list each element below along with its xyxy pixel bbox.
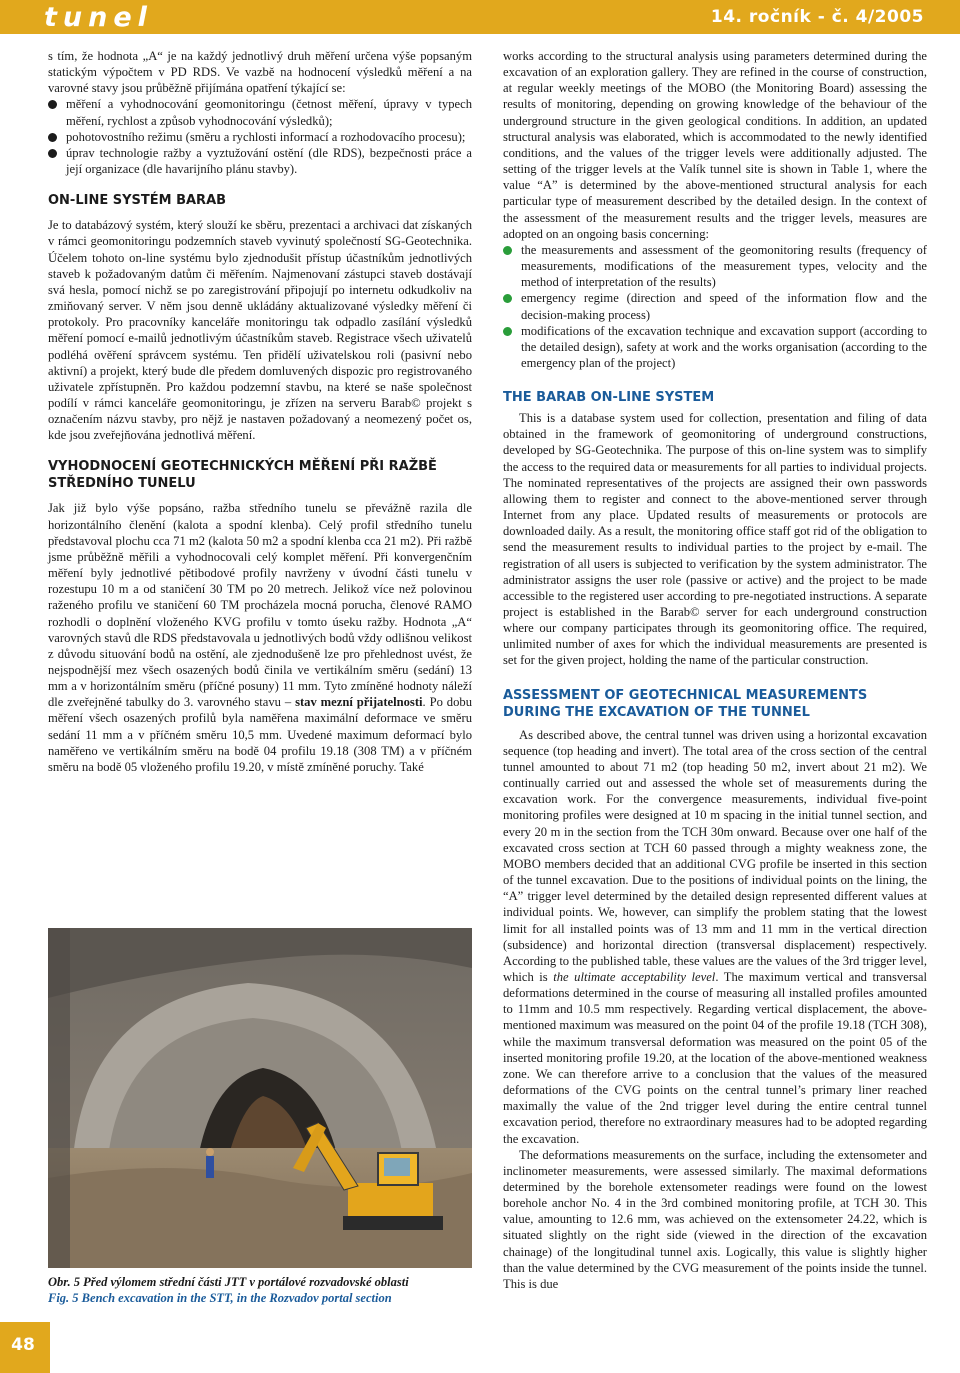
right-paragraph-intro: works according to the structural analysis using parameters determined during the excavation of an exploration gallery. They are refined in the course of construction, at regular weekly meetings of the MOBO (the Monitoring Board) assessing the results of monitoring, depending on growing knowledge of the behaviour of the underground structure in the given geological conditions. In addition, an updated structural analysis was elaborated, which is accommodated to the newly identified conditions, and the values of the trigger levels were additionally adjusted. The setting of the trigger levels at the Valík tunnel site is shown in Table 1, where the value “A” is determined by the above-mentioned structural analysis for each particular type of measurement described by the detailed design. In the context of the assessment of the measurement results and the trigger levels, measures are adopted on an ongoing basis concerning: [503,49,927,241]
caption-english: Fig. 5 Bench excavation in the STT, in the Rozvadov portal section [48,1291,392,1305]
left-paragraph-intro: s tím, že hodnota „A“ je na každý jednotlivý druh měření určena výše popsaným statickým výpočtem v PD RDS. Ve vazbě na hodnocení výsledků měření a na varovné stavy jsou průběžně přijímána opatření týkající se: [48,49,472,96]
left-heading-assessment: VYHODNOCENÍ GEOTECHNICKÝCH MĚŘENÍ PŘI RAŽBĚ STŘEDNÍHO TUNELU [48,459,437,492]
issue-label: 14. ročník - č. 4/2005 [710,7,924,27]
left-bullet-2: pohotovostního režimu (směru a rychlosti informací a rozhodovacího procesu); [48,129,472,145]
caption-czech: Obr. 5 Před výlomem střední části JTT v portálové rozvadovské oblasti [48,1275,409,1289]
right-bullet-2: emergency regime (direction and speed of the information flow and the decision-making process) [503,290,927,322]
tunnel-photo [48,928,472,1268]
left-assessment-text-a: Jak již bylo výše popsáno, ražba středního tunelu se převážně razila dle horizontálního členění (kalota a spodní klenba). Celý profil středního tunelu představoval plochu cca 71 m2 (kalota 50 m2 a spodní klenba cca 21 m2). Při ražbě jsme průběžně měřili a vyhodnocovali celý komplet měření. Při konvergenčním měření byly jednotlivé pětibodové profily navrženy v úvodní části tunelu v rozestupu 10 m a od staničení 30 TM po 20 metrech. Jelikož více než polovinou raženého profilu ve staničení 60 TM procházela mocná porucha, členové RAMO rozhodli o doplnění vloženého KVG profilu v tomto úseku ražby. Hodnota „A“ varovných stavů dle RDS představovala u jednotlivých bodů vždy odlišnou velikost z důvodu situování bodů na ostění, ale zjednodušeně lze pro přehlednost uvést, že nejspodnější mez všech osazených bodů činila ve vertikálním směru (sedání) 13 mm a v horizontálním směru (příčné posuny) 11 mm. Tyto zmíněné hodnoty náleží dle zveřejněné tabulky do 3. varovného stavu – [48,501,472,710]
right-paragraph-barab: This is a database system used for collection, presentation and filing of data obtained in the framework of geomonitoring of underground constructions, developed by SG-Geotechnika. The purpose of this on-line system was to simplify the access to the required data or measurements for all parties to individual projects. The nominated representatives of the projects are assigned their own passwords allowing them to register and connect to the above-mentioned server through Internet from any place. Updated results of measurements or protocols are downloaded daily. As a result, the monitoring office staff got rid of the obligation to send the measurement results to individual parties to the project by e-mail. The registration of all users is subjected to verification by the system administrator. The administrator assigns the user role (passive or active) and the project to be made accessible to the registered user according to pre-negotiated instructions. A separate project is established in the Barab© server for each underground construction where our company participates through its geomonitoring office. The required, unlimited number of axes for which the individual measurements are presented is set for the given project, holding the name of the particular construction. [503,411,927,668]
right-paragraph-assessment [503,727,927,1147]
left-bullet-3: úprav technologie ražby a vyztužování ostění (dle RDS), bezpečnosti práce a její organizace (dle havarijního plánu stavby). [48,145,472,177]
left-bullet-1: měření a vyhodnocování geomonitoringu (četnost měření, úpravy v typech měření, rychlost a způsob vyhodnocování výsledků); [48,96,472,128]
tunnel-photo-image [48,928,472,1268]
left-heading-barab: ON-LINE SYSTÉM BARAB [48,193,227,209]
right-bullet-1: the measurements and assessment of the geomonitoring results (frequency of measurements, modifications of the measurement types, velocity and the method of interpretation of the results) [503,242,927,290]
left-paragraph-assessment [48,500,472,775]
page-number: 48 [11,1335,35,1355]
left-assessment-bold: stav mezní přijatelnosti [295,695,423,710]
right-assessment-text-a: As described above, the central tunnel was driven using a horizontal excavation sequence (top heading and invert). The total area of the cross section of the central tunnel amounted to about 71 m2 (top heading 50 m2, invert about 21 m2). We continually carried out and assessed the whole set of measurements during the excavation work. For the convergence measurements, individual five-point monitoring profiles were designed at 10 m spacing in the initial tunnel section, and every 20 m in the section from the TCH 30m onward. Because over one half of the excavated cross section at TCH 60 passed through a mighty weakness zone, the MOBO members decided that an additional CVG profile be inserted in this section of the tunnel excavation. Due to the positions of individual points on the lining, the “A” trigger level determined by the detailed design represented different values at individual points. We, however, can simplify the problem stating that the lowest limit for all installed points was of 13 mm and 11 mm in the vertical direction (subsidence) and horizontal direction (transversal displacement) respectively. According to the published table, these values are the values of the 3rd trigger level, which is [503,727,927,984]
right-paragraph-deformations: The deformations measurements on the surface, including the extensometer and inclinometer measurements, were assessed similarly. The maximal deformations determined by the borehole extensometer readings were found on the lowest borehole anchor No. 4 in the 3rd combined monitoring profile, at TCH 30. This value, amounting to 12.6 mm, was achieved on the extensometer 24.22, which is situated slightly on the right side (viewed in the direction of the excavation chainage) of the longitudinal tunnel axis. Logically, this value is slightly higher than the value determined by the CVG measurement of the points inside the tunnel. This is due [503,1147,927,1291]
right-assessment-italic: the ultimate acceptability level [553,969,716,984]
right-bullet-3: modifications of the excavation technique and excavation support (according to the detailed design), safety at work and the works organisation (according to the emergency plan of the project) [503,323,927,371]
right-assessment-text-b: . The maximum vertical and transversal deformations determined in the course of measuring all installed profiles amounted to 11mm and 10.5 mm respectively. Regarding vertical displacement, the above-mentioned maximum was measured on the point 04 of the profile 19.18 (TCH 308), while the maximum transversal deformation was measured on the point 05 of the inserted monitoring profile 19.20, at the location of the above-mentioned weakness zone. We can therefore arrive to a conclusion that the values of the measured deformations of the CVG points on the central tunnel’s primary liner reached maximally the value of the 2nd trigger level during the entire central tunnel excavation period, therefore no extraordinary measures had to be adopted regarding the excavation. [503,969,928,1146]
header-bar [0,0,960,34]
right-heading-barab: THE BARAB ON-LINE SYSTEM [503,390,715,406]
photo-caption [48,1274,472,1306]
left-column [48,48,472,775]
right-column [503,48,927,1292]
left-assessment-text-b: . Po dobu měření všech osazených profilů byla naměřena maximální deformace ve směru sedání 11 mm a v příčném směru 10,5 mm. Uvedené maximum deformací bylo naměřeno ve vertikálním směru na bodě 04 profilu 19.18 (308 TM) a v příčném směru na bodě 05 vloženého profilu 19.20, v místě zmíněné poruchy. Také [48,695,472,774]
magazine-logo: tunel [44,2,153,33]
right-heading-assessment: ASSESSMENT OF GEOTECHNICAL MEASUREMENTS DURING THE EXCAVATION OF THE TUNNEL [503,687,868,720]
left-paragraph-barab: Je to databázový systém, který slouží ke sběru, prezentaci a archivaci dat získaných v rámci geomonitoringu podzemních staveb vyvinutý společností SG-Geotechnika. Účelem tohoto on-line systému bylo zjednodušit přístup účastníkům jednotlivých staveb k požadovaným datům či měřením. Najmenovaní zástupci staveb dostávají svá hesla, pomocí nichž se po zaregistrování připojují po internetu odkudkoliv na zmiňovaný server. V něm jsou denně ukládány aktualizované výsledky měření či protokoly. Pro pracovníky kanceláře monitoringu tak odpadlo zasílání výsledků měření pomocí e-mailů jednotlivým účastníkům staveb. Registrace všech uživatelů podléhá ověření správcem systému. Ten přidělí uživatelskou roli (pasivní nebo aktivní) a projekt, který bude dle předem domluvených dispozic pro registrovaného uživatele zpřístupněn. Pro každou podzemní stavbu, na které se naše společnost podílí v rámci kanceláře geomonitoringu, je zřízen na serveru Barab© projekt s označením názvu stavby, pro nějž je nastaven požadovaný a neomezený počet os, kde jsou zveřejňována jednotlivá měření. [48,218,472,443]
